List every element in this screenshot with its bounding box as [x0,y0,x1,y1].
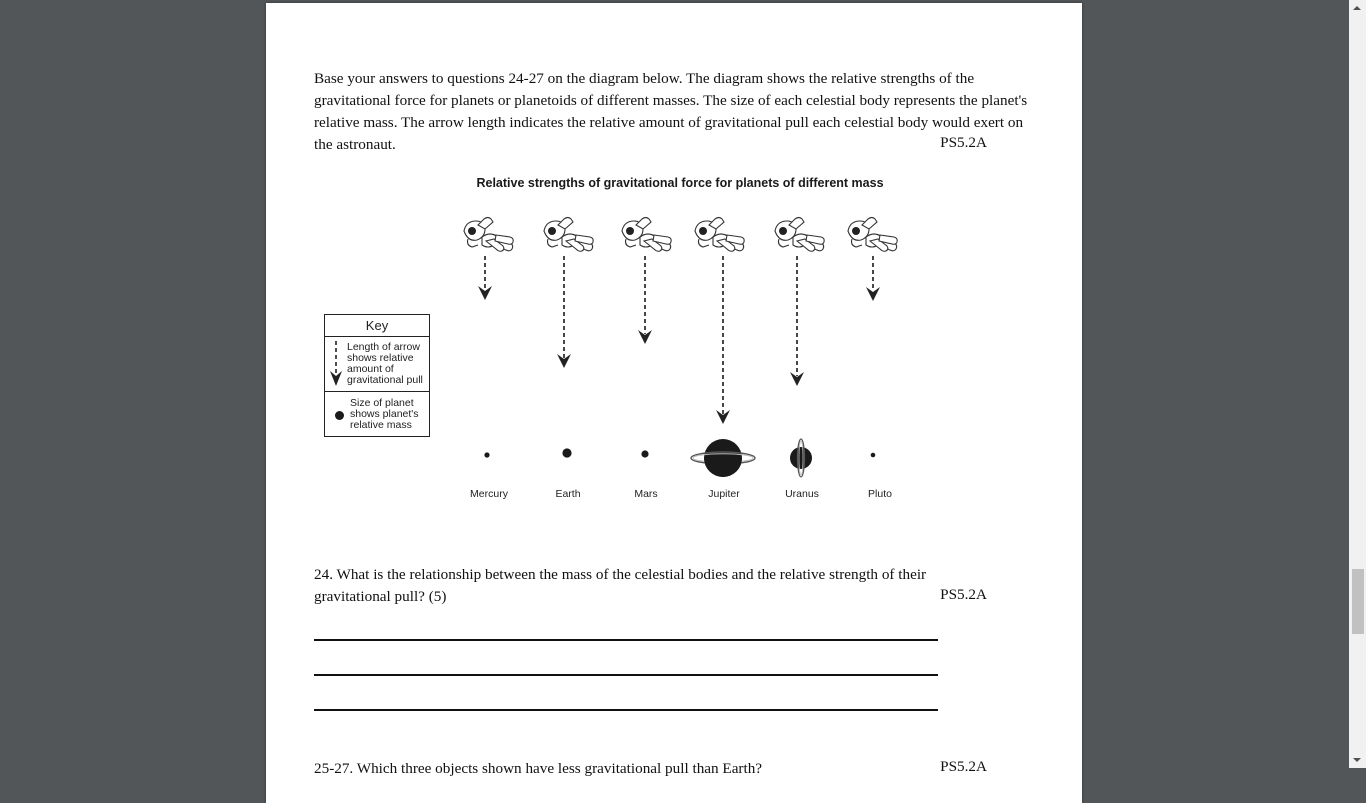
planet-uranus [790,439,812,477]
planet-earth [562,448,571,457]
scrollbar-thumb[interactable] [1352,569,1364,634]
planet-pluto [871,453,876,458]
question-25-27: 25-27. Which three objects shown have less gravitational pull than Earth? [314,760,763,777]
key-planet-text: Size of planet shows planet's relative mass [350,397,419,431]
astronaut-uranus [775,218,824,387]
vertical-scrollbar[interactable] [1349,0,1366,768]
label-mercury: Mercury [470,488,508,500]
planet-mercury [484,452,489,457]
document-page [266,3,1082,803]
label-uranus: Uranus [785,488,819,500]
label-pluto: Pluto [868,488,892,500]
question-24: 24. What is the relationship between the mass of the celestial bodies and the relative strength of their gravitational pull? (5) [314,566,927,605]
figure-title: Relative strengths of gravitational force for planets of different mass [476,176,884,190]
planet-mars [641,450,648,457]
astronaut-mars [622,218,671,345]
dashed-arrow-icon [330,341,342,387]
scroll-down-arrow-icon[interactable] [1349,751,1366,768]
key-heading: Key [325,315,429,337]
answer-line-2[interactable] [314,674,938,676]
question-24-standard-tag: PS5.2A [940,586,987,603]
label-jupiter: Jupiter [708,488,740,500]
question-25-standard-tag: PS5.2A [940,758,987,775]
intro-paragraph: Base your answers to questions 24-27 on the diagram below. The diagram shows the relative strengths of the gravitational force for planets or planetoids of different masses. The size of each celestial body represents the planet's relative mass. The arrow length indicates the relative amount of gravitational pull each celestial body would exert on the astronaut. [314,70,1028,153]
key-planet-row [325,392,429,437]
key-arrow-text: Length of arrow shows relative amount of gravitational pull [347,341,423,386]
label-earth: Earth [555,488,581,500]
key-arrow-row [325,337,429,392]
scroll-up-arrow-icon[interactable] [1349,0,1366,17]
answer-line-3[interactable] [314,709,938,711]
planet-dot-icon [335,411,344,420]
astronaut-mercury [464,218,513,301]
answer-line-1[interactable] [314,639,938,641]
planet-jupiter [691,439,755,477]
astronaut-pluto [848,218,897,302]
label-mars: Mars [634,488,658,500]
intro-standard-tag: PS5.2A [940,134,987,151]
diagram-key [324,314,430,437]
astronaut-jupiter [695,218,744,425]
astronaut-earth [544,218,593,369]
